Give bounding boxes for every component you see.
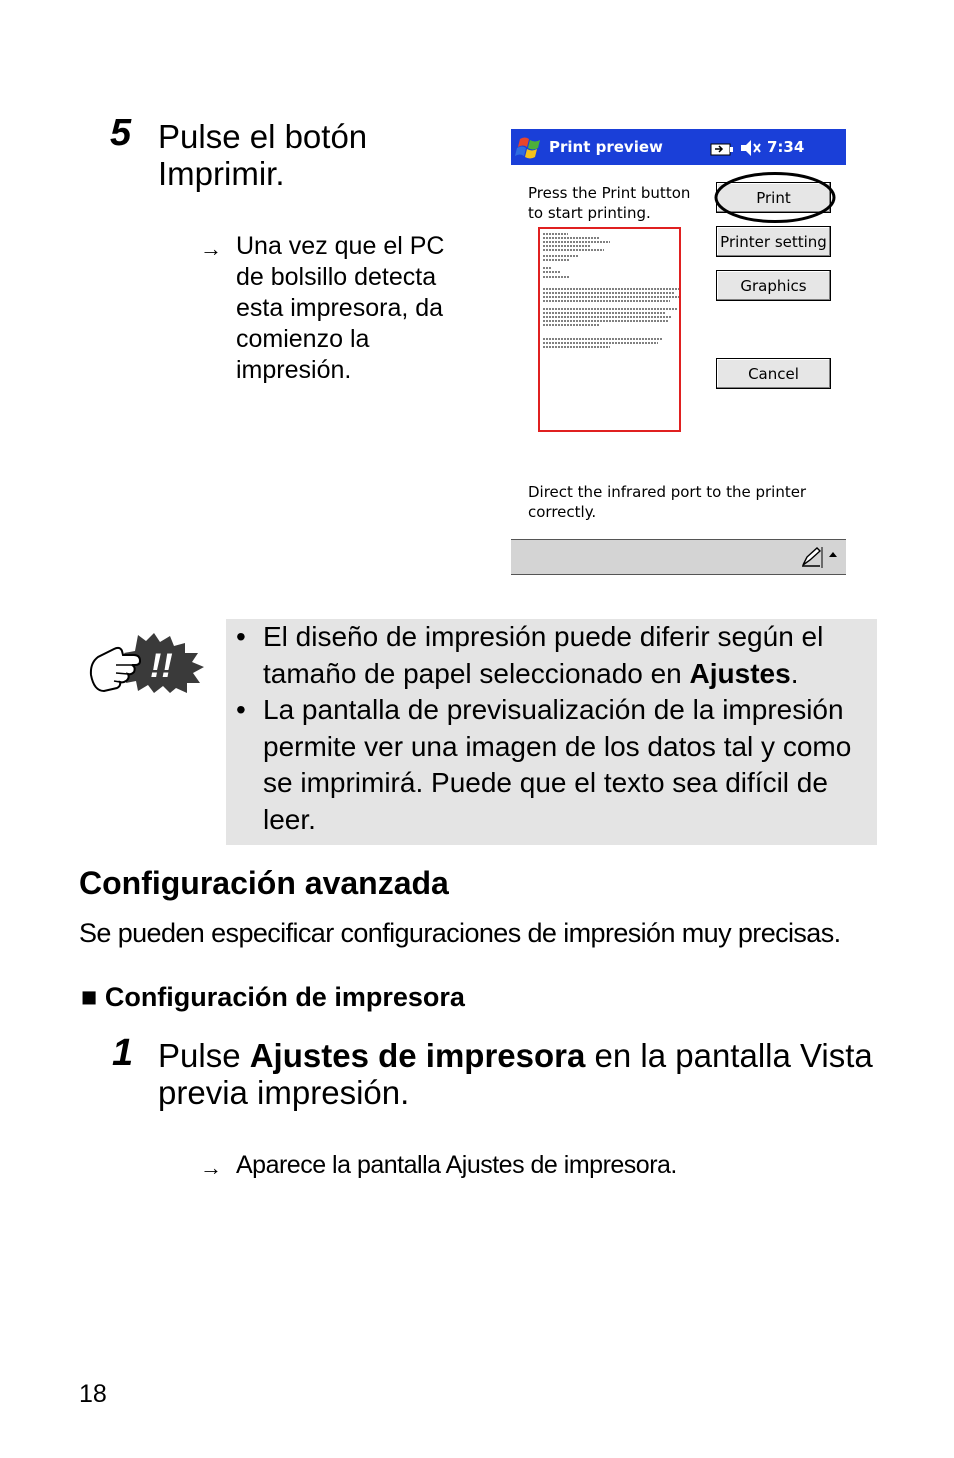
clock-label[interactable]: 7:34 xyxy=(767,138,805,156)
step-result-line: impresión. xyxy=(236,356,352,384)
note-box xyxy=(226,619,877,845)
infrared-hint-line: Direct the infrared port to the printer xyxy=(528,483,807,501)
bullet: • xyxy=(236,621,246,652)
title-bar xyxy=(511,129,846,165)
svg-text:!!: !! xyxy=(150,647,173,685)
result-arrow-icon: → xyxy=(200,1155,222,1180)
step-result: Aparece la pantalla Ajustes de impresora. xyxy=(236,1151,677,1179)
step-instruction xyxy=(158,1037,873,1111)
print-preview-screenshot xyxy=(511,129,846,575)
print-instruction-line: Press the Print button xyxy=(528,184,691,202)
print-instruction xyxy=(528,183,690,223)
speaker-icon[interactable] xyxy=(739,138,763,158)
step-instruction-text: Pulse xyxy=(158,1037,250,1074)
infrared-hint-line: correctly. xyxy=(528,503,597,521)
subsection-heading-text: Configuración de impresora xyxy=(104,982,465,1012)
pen-input-icon[interactable] xyxy=(800,546,824,568)
note-emphasis: Ajustes xyxy=(689,657,791,689)
step-result-line: esta impresora, da xyxy=(236,294,444,322)
note-text: La pantalla de previsualización de la impresión permite ver una imagen de los datos tal y como se imprimirá. Puede que el texto sea difícil de leer. xyxy=(263,694,852,835)
printer-setting-button[interactable]: Printer setting xyxy=(716,226,831,257)
infrared-hint xyxy=(528,482,806,522)
step-instruction-line: Imprimir. xyxy=(158,155,285,192)
note-text: El diseño de impresión puede diferir según el tamaño de papel seleccionado en xyxy=(263,621,824,689)
step-instruction-line: Pulse el botón xyxy=(158,118,368,155)
step-result xyxy=(236,231,444,386)
step-result-line: comienzo la xyxy=(236,325,370,353)
step-number: 1 xyxy=(112,1032,134,1074)
note-item xyxy=(226,619,877,692)
menu-bar xyxy=(511,539,846,575)
scroll-up-icon[interactable] xyxy=(825,548,841,562)
print-instruction-line: to start printing. xyxy=(528,204,651,222)
step-result-line: de bolsillo detecta xyxy=(236,263,437,291)
page-number: 18 xyxy=(79,1380,107,1408)
square-bullet-icon: ■ xyxy=(81,982,98,1012)
step-number: 5 xyxy=(110,112,132,154)
section-heading: Configuración avanzada xyxy=(79,865,449,901)
step-instruction-line: previa impresión. xyxy=(158,1074,410,1111)
graphics-button[interactable]: Graphics xyxy=(716,270,831,301)
page-preview-thumbnail xyxy=(538,227,681,432)
step-result-line: Una vez que el PC xyxy=(236,232,445,260)
subsection-heading xyxy=(81,982,465,1013)
bullet: • xyxy=(236,694,246,725)
step-instruction xyxy=(158,118,367,192)
preview-text-lines xyxy=(540,229,679,430)
cancel-button[interactable]: Cancel xyxy=(716,358,831,389)
pointing-hand-exclamation-icon xyxy=(88,631,206,693)
note-item xyxy=(226,692,877,838)
windows-start-icon[interactable] xyxy=(514,135,544,161)
note-text: . xyxy=(790,657,799,689)
section-intro: Se pueden especificar configuraciones de impresión muy precisas. xyxy=(79,918,841,948)
step-instruction-emphasis: Ajustes de impresora xyxy=(249,1037,586,1074)
result-arrow-icon: → xyxy=(200,236,222,261)
window-title: Print preview xyxy=(549,138,663,156)
step-instruction-text: en la pantalla Vista xyxy=(585,1037,873,1074)
battery-icon xyxy=(710,141,734,157)
highlight-ellipse xyxy=(712,170,838,225)
print-button[interactable]: Print xyxy=(716,182,831,213)
